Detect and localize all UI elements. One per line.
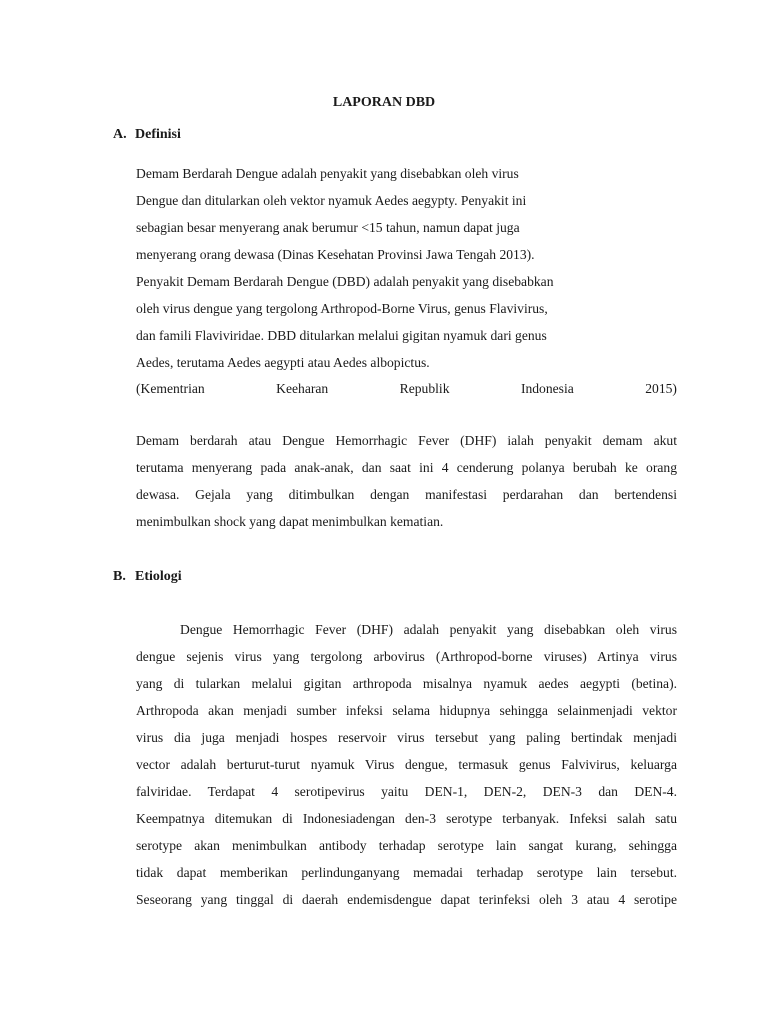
paragraph-line: Demam Berdarah Dengue adalah penyakit yang disebabkan oleh virus: [136, 166, 519, 181]
section-b-title: Etiologi: [135, 569, 182, 584]
paragraph-line: serotype akan menimbulkan antibody terhadap serotype lain sangat kurang, sehingga: [136, 838, 677, 853]
paragraph-line: Seseorang yang tinggal di daerah endemisdengue dapat terinfeksi oleh 3 atau 4 serotipe: [136, 892, 677, 907]
document-title: LAPORAN DBD: [332, 95, 436, 110]
paragraph-line: dewasa. Gejala yang ditimbulkan dengan manifestasi perdarahan dan bertendensi: [136, 487, 677, 502]
paragraph-line: terutama menyerang pada anak-anak, dan saat ini 4 cenderung polanya berubah ke orang: [136, 460, 677, 475]
paragraph-line: menyerang orang dewasa (Dinas Kesehatan Provinsi Jawa Tengah 2013).: [136, 247, 535, 262]
section-a-heading: [113, 125, 181, 145]
paragraph-line: Demam berdarah atau Dengue Hemorrhagic Fever (DHF) ialah penyakit demam akut: [136, 433, 677, 448]
paragraph-line: Penyakit Demam Berdarah Dengue (DBD) adalah penyakit yang disebabkan: [136, 274, 554, 289]
paragraph-line: Dengue Hemorrhagic Fever (DHF) adalah penyakit yang disebabkan oleh virus: [180, 622, 677, 637]
section-b-letter: B.: [113, 569, 126, 584]
paragraph-line: virus dia juga menjadi hospes reservoir virus tersebut yang paling bertindak menjadi: [136, 730, 677, 745]
paragraph-line: Dengue dan ditularkan oleh vektor nyamuk Aedes aegypty. Penyakit ini: [136, 193, 527, 208]
paragraph-line: Aedes, terutama Aedes aegypti atau Aedes albopictus.: [136, 355, 430, 370]
citation-word: Keeharan: [276, 381, 329, 396]
paragraph-line: Arthropoda akan menjadi sumber infeksi selama hidupnya sehingga selainmenjadi vektor: [136, 703, 677, 718]
paragraph-line: yang di tularkan melalui gigitan arthropoda misalnya nyamuk aedes aegypti (betina).: [136, 676, 677, 691]
paragraph-line: menimbulkan shock yang dapat menimbulkan kematian.: [136, 514, 444, 529]
section-b-heading: [113, 567, 182, 587]
paragraph-line: falviridae. Terdapat 4 serotipevirus yaitu DEN-1, DEN-2, DEN-3 dan DEN-4.: [136, 784, 677, 799]
citation-word: (Kementrian: [136, 381, 205, 396]
citation-word: Indonesia: [520, 381, 574, 396]
citation-word: Republik: [399, 381, 450, 396]
paragraph-line: Keempatnya ditemukan di Indonesiadengan den-3 serotype terbanyak. Infeksi salah satu: [136, 811, 677, 826]
paragraph-line: dan famili Flaviviridae. DBD ditularkan melalui gigitan nyamuk dari genus: [136, 328, 547, 343]
section-a-letter: A.: [113, 127, 127, 142]
paragraph-line: tidak dapat memberikan perlindunganyang memadai terhadap serotype lain tersebut.: [136, 865, 677, 880]
paragraph-line: oleh virus dengue yang tergolong Arthropod-Borne Virus, genus Flavivirus,: [136, 301, 548, 316]
paragraph-line: dengue sejenis virus yang tergolong arbovirus (Arthropod-borne viruses) Artinya virus: [136, 649, 677, 664]
citation-word: 2015): [645, 381, 677, 396]
paragraph-line: sebagian besar menyerang anak berumur <15 tahun, namun dapat juga: [136, 220, 520, 235]
section-a-title: Definisi: [135, 127, 181, 142]
citation-line: [136, 380, 677, 398]
paragraph-line: vector adalah berturut-turut nyamuk Virus dengue, termasuk genus Falvivirus, keluarga: [136, 757, 677, 772]
